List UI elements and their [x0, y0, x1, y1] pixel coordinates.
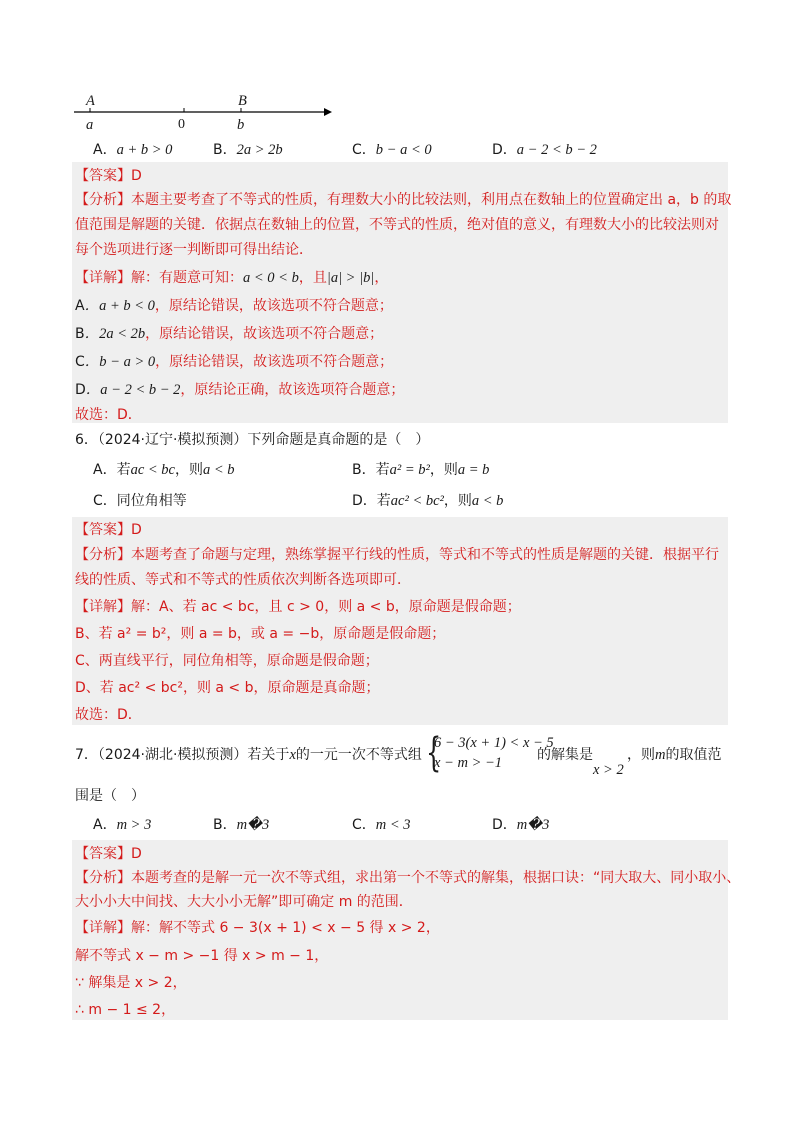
q5-option-b: B．2a > 2b	[213, 142, 283, 158]
q7-option-a: A．m > 3	[93, 817, 152, 833]
q7-stem-line-2: 围是（ ）	[75, 788, 145, 804]
q7-stem-line-1: 7．（2024·湖北·模拟预测）若关于x的一元一次不等式组	[75, 747, 422, 763]
q5-detail-intro: 【详解】解：有题意可知：a < 0 < b，且|a| > |b|，	[75, 270, 389, 286]
number-line-arrow-icon	[324, 108, 332, 116]
q7-system-row-1: 6 − 3(x + 1) < x − 5	[434, 735, 554, 751]
q6-stem: 6．（2024·辽宁·模拟预测）下列命题是真命题的是（ ）	[75, 432, 430, 448]
q5-detail-item-b: B．2a < 2b，原结论错误，故该选项不符合题意；	[75, 326, 384, 342]
q5-answer: 【答案】D	[75, 168, 142, 184]
q5-conclusion: 故选：D．	[75, 407, 142, 423]
q7-analysis-line-1: 【分析】本题考查的是解一元一次不等式组，求出第一个不等式的解集，根据口诀：“同大取大、同小取小、	[75, 870, 741, 886]
q7-option-d: D．m�3	[492, 817, 550, 833]
q7-option-c: C．m < 3	[352, 817, 411, 833]
q6-conclusion: 故选：D．	[75, 707, 142, 723]
tick-label-0: 0	[178, 117, 185, 132]
q6-option-c: C．同位角相等	[93, 493, 187, 509]
q5-option-c: C．b − a < 0	[352, 142, 432, 158]
q6-analysis-line-1: 【分析】本题考查了命题与定理，熟练掌握平行线的性质，等式和不等式的性质是解题的关键．根据平行	[75, 547, 719, 563]
q6-analysis-line-2: 线的性质、等式和不等式的性质依次判断各选项即可．	[75, 572, 411, 588]
q5-option-d: D．a − 2 < b − 2	[492, 142, 597, 158]
q6-detail-line-2: B、若 a² = b²，则 a = b，或 a = −b，原命题是假命题；	[75, 626, 446, 642]
tick-label-a: a	[86, 117, 94, 133]
q7-detail-line-2: 解不等式 x − m > −1 得 x > m − 1，	[75, 948, 329, 964]
number-line-svg	[70, 95, 340, 135]
q6-option-b: B．若a² = b²，则a = b	[352, 462, 490, 478]
q6-detail-line-1: 【详解】解：A、若 ac < bc，且 c > 0，则 a < b，原命题是假命题；	[75, 599, 521, 615]
q7-detail-line-3: ∵ 解集是 x > 2，	[75, 975, 187, 991]
q6-option-d: D．若ac² < bc²，则a < b	[352, 493, 504, 509]
q7-system-row-2: x − m > −1	[434, 755, 503, 771]
q7-stem-solution: x > 2	[593, 762, 624, 778]
number-line	[70, 95, 340, 135]
q7-option-b: B．m�3	[213, 817, 270, 833]
q5-detail-item-d: D．a − 2 < b − 2，原结论正确，故该选项符合题意；	[75, 382, 405, 398]
point-label-a: A	[86, 93, 95, 109]
q5-analysis-line-2: 值范围是解题的关键．依据点在数轴上的位置，不等式的性质，绝对值的意义，有理数大小的比较法则对	[75, 217, 719, 233]
q6-option-a: A．若ac < bc，则a < b	[93, 462, 235, 478]
q7-detail-line-1: 【详解】解：解不等式 6 − 3(x + 1) < x − 5 得 x > 2，	[75, 920, 440, 936]
point-label-b: B	[238, 93, 247, 109]
q7-stem-line-1c: ，则m的取值范	[627, 747, 722, 763]
q6-detail-line-3: C、两直线平行，同位角相等，原命题是假命题；	[75, 653, 379, 669]
q5-option-a: A．a + b > 0	[93, 142, 173, 158]
q7-analysis-line-2: 大小小大中间找、大大小小无解”即可确定 m 的范围．	[75, 894, 413, 910]
q5-analysis-line-3: 每个选项进行逐一判断即可得出结论．	[75, 242, 313, 258]
q7-stem-line-1b: 的解集是	[537, 747, 593, 763]
q5-detail-item-c: C．b − a > 0，原结论错误，故该选项不符合题意；	[75, 354, 394, 370]
tick-label-b: b	[237, 117, 245, 133]
q7-answer: 【答案】D	[75, 846, 142, 862]
q7-inequality-system	[426, 730, 554, 776]
q7-detail-line-4: ∴ m − 1 ≤ 2，	[75, 1002, 176, 1018]
q5-analysis-line-1: 【分析】本题主要考查了不等式的性质，有理数大小的比较法则，利用点在数轴上的位置确定出 a，b 的取	[75, 192, 732, 208]
q6-detail-line-4: D、若 ac² < bc²，则 a < b，原命题是真命题；	[75, 680, 380, 696]
brace-icon: {	[426, 730, 442, 776]
q6-answer: 【答案】D	[75, 522, 142, 538]
q5-detail-item-a: A．a + b < 0，原结论错误，故该选项不符合题意；	[75, 298, 393, 314]
